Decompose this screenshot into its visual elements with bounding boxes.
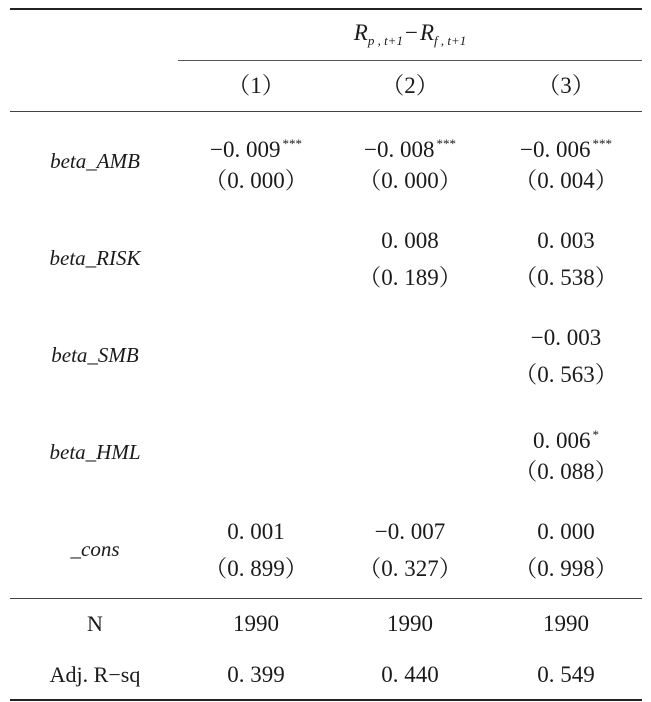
stat-n-col2: 1990 — [387, 611, 433, 636]
coef-value: 0. 006 — [533, 428, 591, 453]
stat-label-n: N — [87, 611, 103, 636]
coef-beta-hml-col3 — [533, 421, 599, 455]
column-header-3: （3） — [537, 73, 595, 98]
pvalue-beta-amb-col3: （0. 004） — [514, 168, 618, 193]
coef-cons-col2 — [375, 518, 445, 546]
significance-stars: * — [592, 427, 599, 442]
pvalue-beta-hml-col3: （0. 088） — [514, 459, 618, 484]
dep-var-p-subscript: p , t+1 — [367, 33, 403, 48]
stat-n-col3: 1990 — [543, 611, 589, 636]
row-label-beta-smb: beta_SMB — [51, 343, 139, 367]
coef-beta-amb-col2 — [364, 130, 456, 164]
pvalue-beta-risk-col2: （0. 189） — [358, 265, 462, 290]
significance-stars: *** — [592, 136, 612, 151]
coef-value: 0. 000 — [537, 519, 595, 544]
stat-adjrsq-col3: 0. 549 — [537, 662, 595, 687]
coef-cons-col3 — [537, 518, 595, 546]
pvalue-cons-col1: （0. 899） — [204, 556, 308, 581]
row-label-beta-hml: beta_HML — [49, 440, 141, 464]
header-subrule — [178, 60, 642, 61]
header-bottom-rule — [10, 111, 642, 112]
stats-separator-rule — [10, 598, 642, 599]
coef-value: 0. 001 — [227, 519, 285, 544]
coef-value: 0. 003 — [537, 228, 595, 253]
stat-label-adj-rsq: Adj. R−sq — [49, 662, 141, 687]
coef-beta-risk-col3 — [537, 227, 595, 255]
coef-beta-amb-col3 — [520, 130, 612, 164]
significance-stars: *** — [436, 136, 456, 151]
dep-var-R: R — [353, 20, 368, 45]
coef-value: −0. 003 — [530, 325, 602, 350]
coef-value: −0. 006 — [520, 137, 591, 162]
dep-var-minus: − — [404, 20, 418, 45]
coef-value: −0. 008 — [364, 137, 435, 162]
dep-var-R-f: R — [419, 20, 434, 45]
coef-value: −0. 009 — [210, 137, 281, 162]
pvalue-beta-smb-col3: （0. 563） — [514, 362, 618, 387]
coef-value: −0. 007 — [374, 519, 446, 544]
pvalue-beta-amb-col1: （0. 000） — [204, 168, 308, 193]
table-top-rule — [10, 8, 642, 10]
column-header-1: （1） — [227, 73, 285, 98]
pvalue-beta-amb-col2: （0. 000） — [358, 168, 462, 193]
coef-beta-risk-col2 — [381, 227, 439, 255]
pvalue-cons-col2: （0. 327） — [358, 556, 462, 581]
dep-var-f-subscript: f , t+1 — [434, 33, 467, 48]
row-label-beta-risk: beta_RISK — [49, 246, 141, 270]
coef-beta-amb-col1 — [210, 130, 302, 164]
row-label-cons: _cons — [70, 537, 120, 561]
stat-n-col1: 1990 — [233, 611, 279, 636]
row-label-beta-amb: beta_AMB — [50, 149, 140, 173]
coef-value: 0. 008 — [381, 228, 439, 253]
stat-adjrsq-col1: 0. 399 — [227, 662, 285, 687]
stat-adjrsq-col2: 0. 440 — [381, 662, 439, 687]
column-header-2: （2） — [381, 73, 439, 98]
pvalue-cons-col3: （0. 998） — [514, 556, 618, 581]
pvalue-beta-risk-col3: （0. 538） — [514, 265, 618, 290]
table-bottom-rule — [10, 699, 642, 701]
coef-beta-smb-col3 — [531, 324, 601, 352]
significance-stars: *** — [282, 136, 302, 151]
dependent-variable-header — [354, 20, 467, 49]
coef-cons-col1 — [227, 518, 285, 546]
